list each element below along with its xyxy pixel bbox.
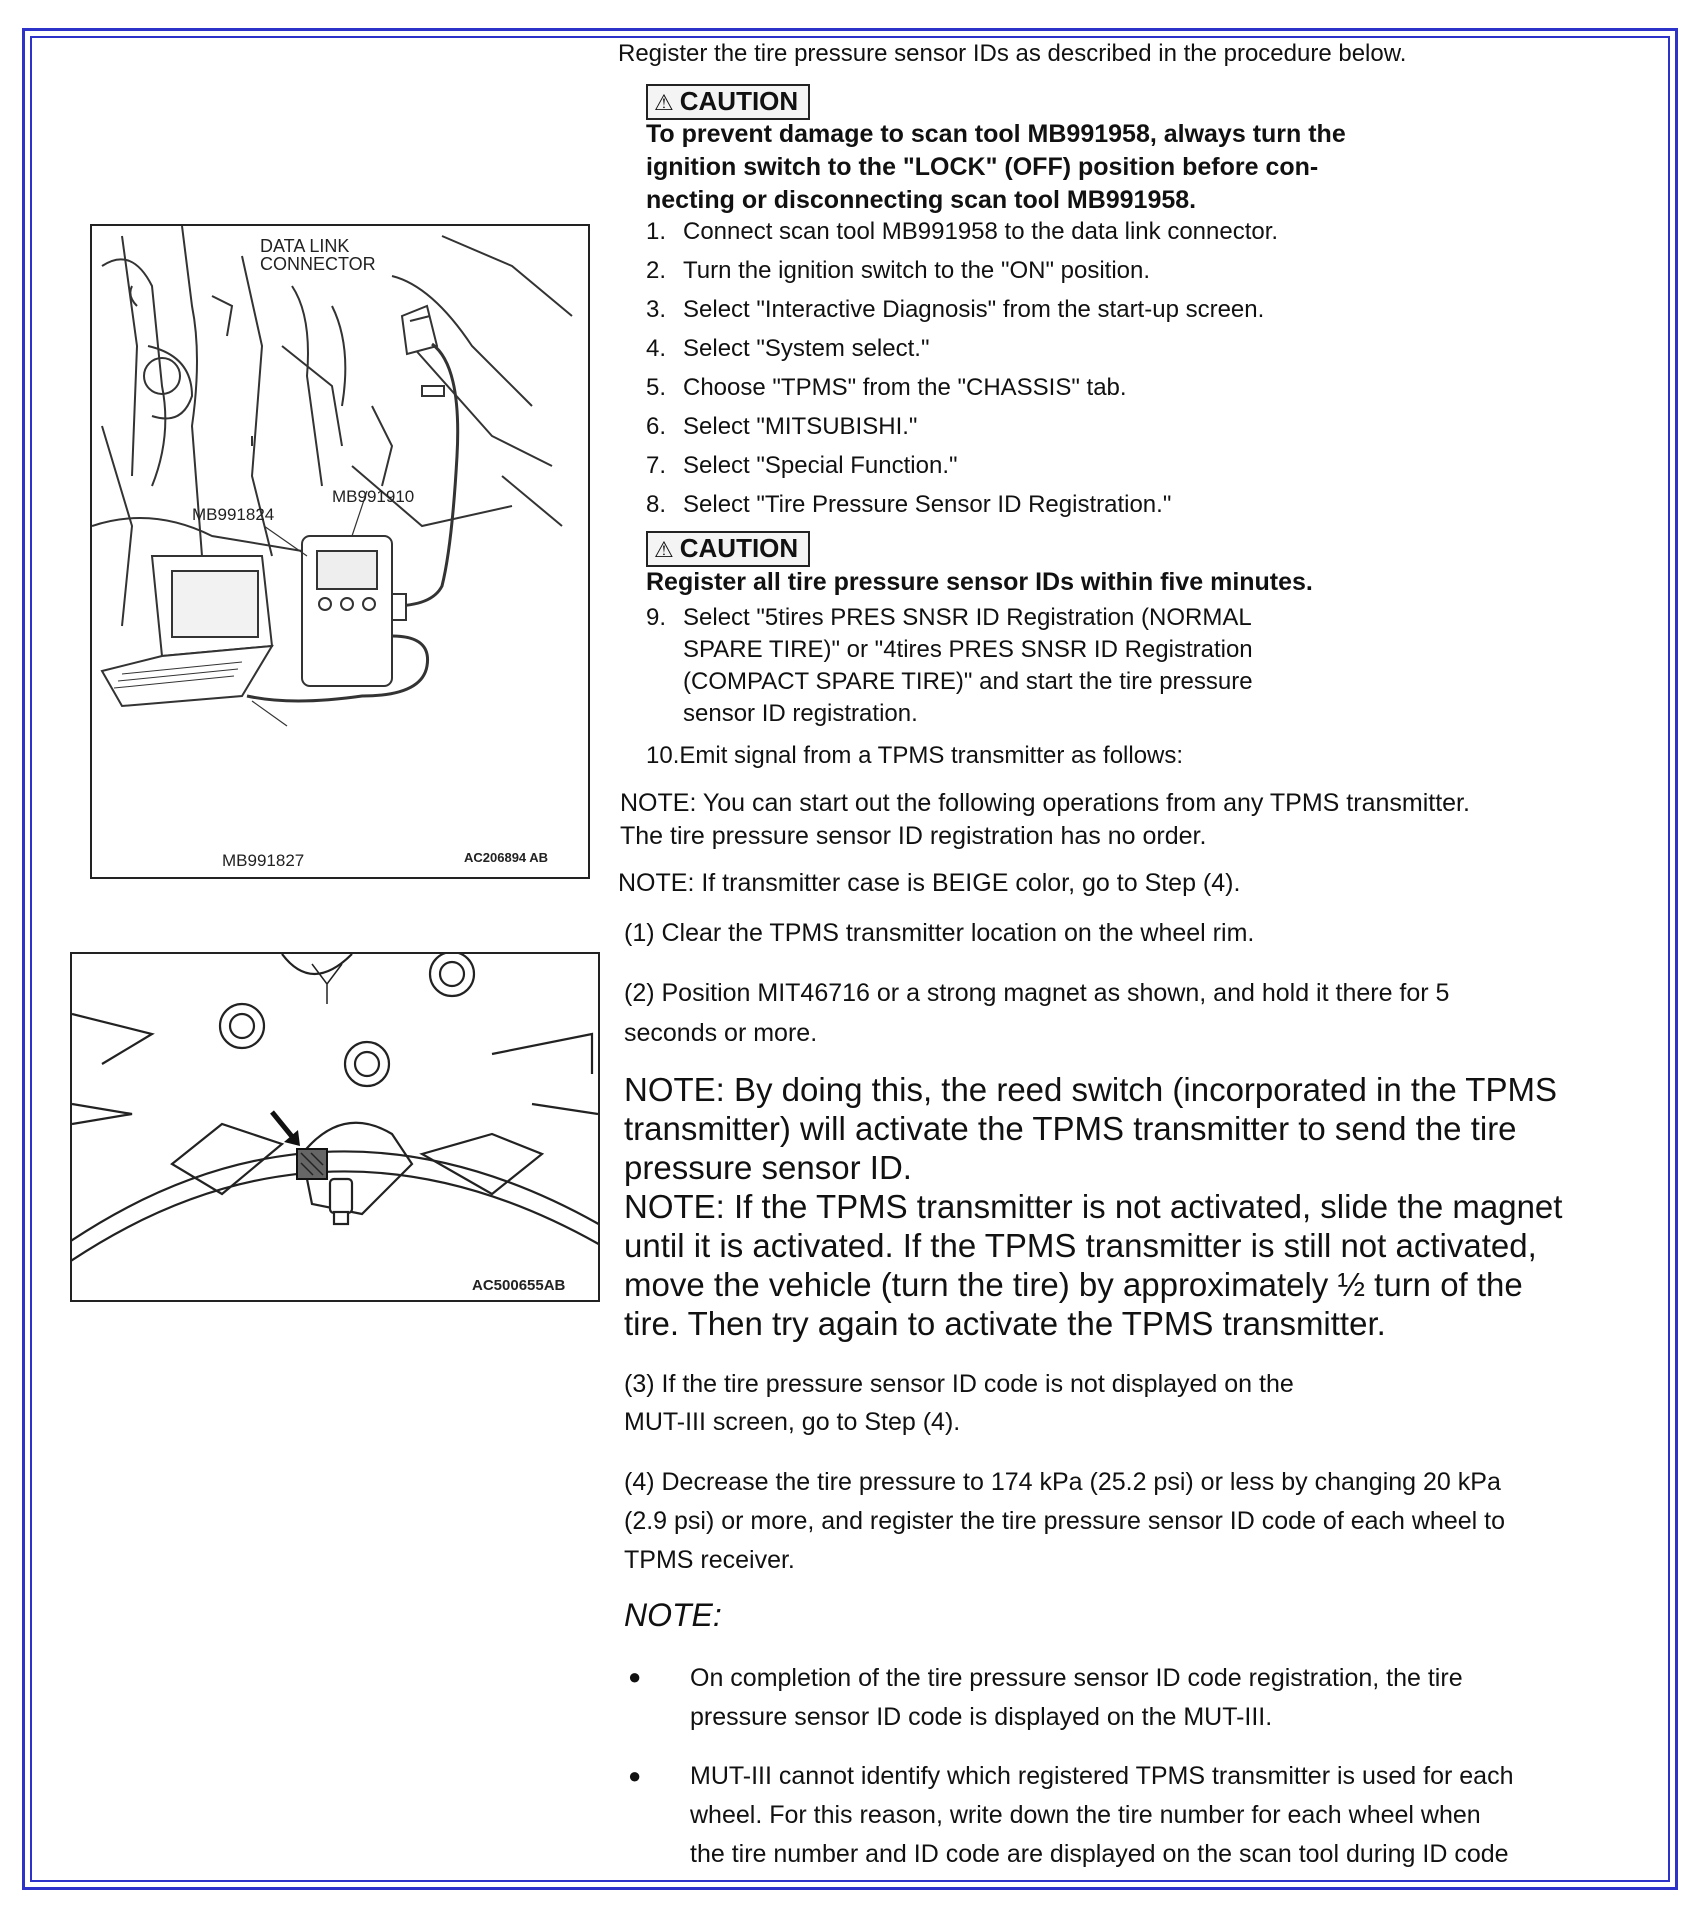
- fig1-code: AC206894 AB: [464, 850, 549, 865]
- caution-label-2: ⚠ CAUTION: [646, 531, 810, 567]
- bullet-icon: ●: [628, 1763, 642, 1788]
- intro-text: Register the tire pressure sensor IDs as described in the procedure below.: [618, 40, 1407, 67]
- caution1-line: ignition switch to the "LOCK" (OFF) position before con-: [646, 153, 1319, 181]
- big-note: [624, 1070, 1654, 1350]
- fig1-label-mb991824: MB991824: [192, 505, 275, 524]
- bullet-icon: ●: [628, 1664, 642, 1689]
- big-note-line: until it is activated. If the TPMS transmitter is still not activated,: [624, 1227, 1537, 1264]
- sub-step-3-line: MUT-III screen, go to Step (4).: [624, 1408, 961, 1436]
- sub-step-4-line: TPMS receiver.: [624, 1546, 795, 1574]
- scan-tool-illustration: [92, 226, 588, 877]
- sub-step-2-line: (2) Position MIT46716 or a strong magnet as shown, and hold it there for 5: [624, 979, 1450, 1007]
- steps-list: 1. Connect scan tool MB991958 to the data link connector. 2. Turn the ignition switch to the "ON" position. 3. Select "Interactive Diagnosis" from the start-up screen. 4. Select "System select." 5. Choose "TPMS" from the "CHASSIS" tab. 6. Select "MITSUBISHI." 7. Select "Special Function." 8. Select "Tire Pressure Sensor ID Registration.": [646, 218, 1279, 518]
- caution1-line: To prevent damage to scan tool MB991958, always turn the: [646, 120, 1346, 148]
- wheel-illustration: [72, 954, 598, 1300]
- step-10: 10.Emit signal from a TPMS transmitter as follows:: [646, 742, 1184, 769]
- bullet2-line: wheel. For this reason, write down the tire number for each wheel when: [690, 1801, 1481, 1829]
- bullet2-line: the tire number and ID code are displayed on the scan tool during ID code: [690, 1840, 1509, 1868]
- sub-step-3-line: (3) If the tire pressure sensor ID code is not displayed on the: [624, 1370, 1294, 1398]
- big-note-line: move the vehicle (turn the tire) by approximately ½ turn of the: [624, 1266, 1523, 1303]
- big-note-line: NOTE: If the TPMS transmitter is not activated, slide the magnet: [624, 1188, 1563, 1225]
- sub-step-2-line: seconds or more.: [624, 1019, 818, 1047]
- fig2-code: AC500655AB: [472, 1277, 566, 1294]
- step-9: 9. Select "5tires PRES SNSR ID Registration (NORMAL SPARE TIRE)" or "4tires PRES SNSR ID Registration (COMPACT SPARE TIRE)" and start the tire pressure sensor ID registration.: [646, 604, 1253, 727]
- big-note-line: tire. Then try again to activate the TPMS transmitter.: [624, 1305, 1386, 1342]
- sub-step-1: (1) Clear the TPMS transmitter location on the wheel rim.: [624, 919, 1255, 947]
- arrow-icon: [272, 1112, 294, 1139]
- figure-wheel-magnet: [70, 952, 600, 1302]
- fig1-label-dlc-1: DATA LINK: [260, 236, 350, 256]
- big-note-line: pressure sensor ID.: [624, 1149, 912, 1186]
- figure-scan-tool-connection: [90, 224, 590, 879]
- caution-label-1: ⚠ CAUTION: [646, 84, 810, 120]
- caution1-line: necting or disconnecting scan tool MB991958.: [646, 186, 1197, 214]
- note2: NOTE: If transmitter case is BEIGE color, go to Step (4).: [618, 869, 1241, 897]
- warning-triangle-icon: ⚠: [654, 537, 674, 562]
- fig1-label-mb991910: MB991910: [332, 487, 415, 506]
- big-note-line: transmitter) will activate the TPMS transmitter to send the tire: [624, 1110, 1517, 1147]
- note1-line: The tire pressure sensor ID registration has no order.: [620, 822, 1207, 850]
- warning-triangle-icon: ⚠: [654, 90, 674, 115]
- bullet1-line: pressure sensor ID code is displayed on the MUT-III.: [690, 1703, 1273, 1731]
- note-heading: NOTE:: [624, 1597, 722, 1633]
- sub-step-4-line: (2.9 psi) or more, and register the tire pressure sensor ID code of each wheel to: [624, 1507, 1505, 1535]
- caution2-text: Register all tire pressure sensor IDs within five minutes.: [646, 568, 1313, 596]
- fig1-label-mb991827: MB991827: [222, 851, 305, 870]
- big-note-line: NOTE: By doing this, the reed switch (incorporated in the TPMS: [624, 1071, 1557, 1108]
- fig1-label-dlc-2: CONNECTOR: [260, 254, 376, 274]
- bullet1-line: On completion of the tire pressure sensor ID code registration, the tire: [690, 1664, 1463, 1692]
- note1-line: NOTE: You can start out the following operations from any TPMS transmitter.: [620, 789, 1470, 817]
- sub-step-4-line: (4) Decrease the tire pressure to 174 kPa (25.2 psi) or less by changing 20 kPa: [624, 1468, 1501, 1496]
- bullet2-line: MUT-III cannot identify which registered TPMS transmitter is used for each: [690, 1762, 1514, 1790]
